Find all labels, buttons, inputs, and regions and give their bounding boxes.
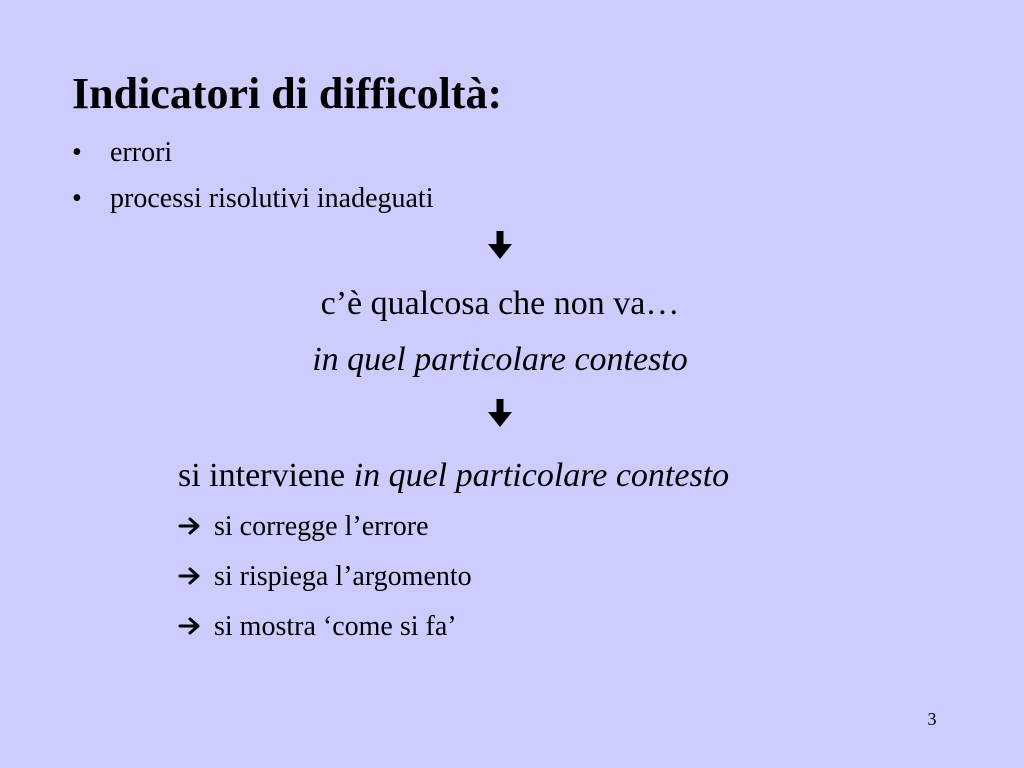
arrow-down-icon [486,230,514,260]
action-item-show-how [178,610,457,644]
arrow-down-icon [486,398,514,428]
arrow-right-icon [178,616,202,636]
action-text-reexplain-topic: si rispiega l’argomento [214,561,472,592]
action-text-show-how: si mostra ‘come si fa’ [214,611,457,642]
bullet-text-errors: errori [110,137,173,168]
intervention-prefix: si interviene [178,457,354,494]
action-item-reexplain-topic [178,560,472,594]
bullet-marker: • [72,137,82,168]
slide-title: Indicatori di difficoltà: [72,69,503,118]
bullet-text-processes: processi risolutivi inadeguati [110,183,434,214]
intervention-line [178,456,729,496]
bullet-marker: • [72,183,82,214]
context-line: in quel particolare contesto [312,341,688,378]
intervention-context: in quel particolare contesto [353,457,730,494]
action-text-correct-error: si corregge l’errore [214,511,429,542]
something-wrong-line: c’è qualcosa che non va… [320,285,680,322]
action-item-correct-error [178,510,429,544]
arrow-right-icon [178,566,202,586]
page-number: 3 [927,709,937,729]
arrow-right-icon [178,516,202,536]
